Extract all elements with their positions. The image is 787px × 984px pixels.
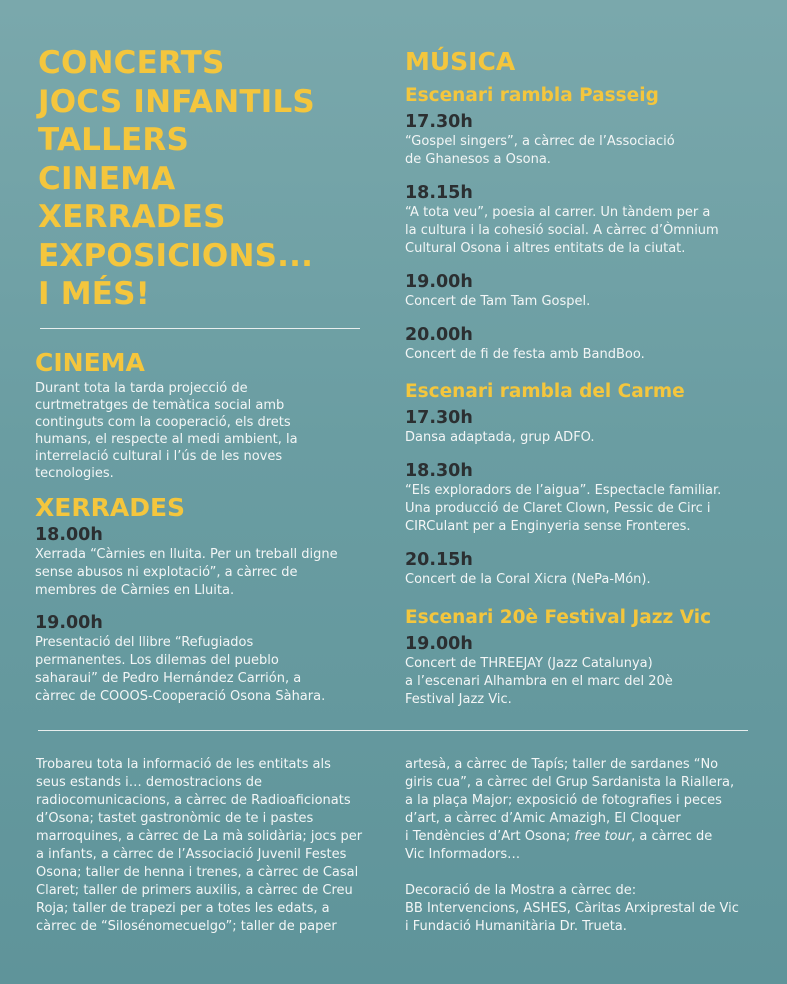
text-line: Festival Jazz Vic.	[405, 692, 512, 707]
text-line: a la plaça Major; exposició de fotografies i peces	[405, 793, 722, 808]
text-line: “A tota veu”, poesia al carrer. Un tàndem per a	[405, 205, 711, 220]
text-line: la cultura i la cohesió social. A càrrec d’Òmnium	[405, 223, 719, 238]
text-line: càrrec de “Silosénomecuelgo”; taller de paper	[36, 919, 337, 934]
text-line: continguts com la cooperació, els drets	[35, 415, 291, 430]
footer-divider	[38, 730, 748, 731]
text-line	[405, 828, 739, 846]
cinema-section	[35, 348, 298, 482]
event-time: 18.30h	[405, 461, 473, 481]
xerrades-title: XERRADES	[35, 493, 186, 522]
headline-item: CINEMA	[38, 160, 176, 197]
text-line: Roja; taller de trapezi per a totes les edats, a	[36, 901, 330, 916]
text-line: Trobareu tota la informació de les entitats als	[36, 757, 331, 772]
text-line: sense abusos ni explotació”, a càrrec de	[35, 565, 298, 580]
event-description	[405, 571, 721, 589]
musica-section	[405, 47, 515, 77]
text-line: BB Intervencions, ASHES, Càritas Arxiprestal de Vic	[405, 901, 739, 916]
text-line: tecnologies.	[35, 466, 114, 481]
cinema-title: CINEMA	[35, 348, 145, 377]
event-time: 20.00h	[405, 325, 473, 345]
event-description	[405, 133, 719, 169]
text-line: giris cua”, a càrrec del Grup Sardanista la Riallera,	[405, 775, 735, 790]
stage-carme	[405, 380, 721, 589]
text-line: Osona; taller de henna i trenes, a càrrec de Casal	[36, 865, 359, 880]
event-description	[405, 346, 719, 364]
text-line: càrrec de COOOS-Cooperació Osona Sàhara.	[35, 689, 326, 704]
headline-item: I MÉS!	[38, 276, 151, 312]
free-tour-emphasis: free tour	[574, 829, 632, 844]
text-line: d’art, a càrrec d’Amic Amazigh, El Cloquer	[405, 811, 681, 826]
text-line: saharaui” de Pedro Hernández Carrión, a	[35, 671, 302, 686]
text-line: membres de Càrnies en Lluita.	[35, 583, 235, 598]
headline-item: XERRADES	[38, 199, 226, 235]
text-line: Concert de la Coral Xicra (NePa-Món).	[405, 572, 651, 587]
headline-list	[38, 44, 315, 314]
text-fragment: i Tendències d’Art Osona;	[405, 829, 575, 844]
event-description	[405, 293, 719, 311]
text-line: d’Osona; tastet gastronòmic de te i pastes	[36, 811, 314, 826]
text-line: “Els exploradors de l’aigua”. Espectacle familiar.	[405, 483, 722, 498]
headline-item: JOCS INFANTILS	[38, 83, 315, 120]
xerrades-section	[35, 493, 338, 706]
text-line: radiocomunicacions, a càrrec de Radioaficionats	[36, 793, 351, 808]
stage-name: Escenari rambla Passeig	[405, 85, 659, 106]
event-time: 17.30h	[405, 408, 473, 428]
text-line: a l’escenari Alhambra en el marc del 20è	[405, 674, 673, 689]
text-line: permanentes. Los dilemas del pueblo	[35, 653, 279, 668]
text-line: Dansa adaptada, grup ADFO.	[405, 430, 595, 445]
event-time: 19.00h	[405, 634, 473, 654]
text-line: Claret; taller de primers auxilis, a càrrec de Creu	[36, 883, 353, 898]
text-line: Presentació del llibre “Refugiados	[35, 635, 254, 650]
text-line: humans, el respecte al medi ambient, la	[35, 432, 298, 447]
event-time: 20.15h	[405, 550, 473, 570]
event-time: 17.30h	[405, 112, 473, 132]
stage-jazz	[405, 606, 711, 709]
event-description	[405, 429, 721, 447]
text-line: artesà, a càrrec de Tapís; taller de sardanes “No	[405, 757, 719, 772]
event-time: 19.00h	[405, 272, 473, 292]
event-description	[405, 204, 719, 258]
text-line: Concert de THREEJAY (Jazz Catalunya)	[405, 656, 653, 671]
text-line: i Fundació Humanitària Dr. Trueta.	[405, 919, 627, 934]
text-line: Cultural Osona i altres entitats de la ciutat.	[405, 241, 686, 256]
text-line: curtmetratges de temàtica social amb	[35, 398, 285, 413]
event-time: 19.00h	[35, 613, 103, 633]
musica-title: MÚSICA	[405, 47, 516, 76]
event-description	[405, 655, 711, 709]
event-time: 18.15h	[405, 183, 473, 203]
stage-passeig	[405, 84, 719, 364]
headline-item: EXPOSICIONS...	[38, 237, 314, 274]
text-fragment: , a càrrec de	[631, 829, 713, 844]
headline-item: TALLERS	[38, 122, 190, 158]
headline-item: CONCERTS	[38, 45, 225, 81]
stage-name: Escenari 20è Festival Jazz Vic	[405, 607, 712, 628]
text-line: Concert de Tam Tam Gospel.	[405, 294, 591, 309]
text-line: Decoració de la Mostra a càrrec de:	[405, 883, 637, 898]
footer-left	[36, 756, 362, 936]
footer-right	[405, 756, 739, 936]
text-line: interrelació cultural i l’ús de les noves	[35, 449, 283, 464]
text-line: CIRCulant per a Enginyeria sense Fronteres.	[405, 519, 691, 534]
text-line: Durant tota la tarda projecció de	[35, 381, 248, 396]
event-description	[405, 482, 721, 536]
text-line: seus estands i… demostracions de	[36, 775, 263, 790]
event-time: 18.00h	[35, 525, 103, 545]
divider	[40, 328, 360, 329]
text-line: de Ghanesos a Osona.	[405, 152, 551, 167]
text-line: Concert de fi de festa amb BandBoo.	[405, 347, 645, 362]
stage-name: Escenari rambla del Carme	[405, 381, 685, 402]
text-line: Vic Informadors…	[405, 847, 521, 862]
spacer	[405, 864, 739, 882]
event-description	[35, 634, 338, 706]
text-line: a infants, a càrrec de l’Associació Juvenil Festes	[36, 847, 347, 862]
event-description	[35, 546, 338, 600]
cinema-description	[35, 380, 298, 482]
text-line: Una producció de Claret Clown, Pessic de Circ i	[405, 501, 711, 516]
text-line: Xerrada “Càrnies en lluita. Per un treball digne	[35, 547, 338, 562]
text-line: marroquines, a càrrec de La mà solidària; jocs per	[36, 829, 363, 844]
text-line: “Gospel singers”, a càrrec de l’Associació	[405, 134, 675, 149]
